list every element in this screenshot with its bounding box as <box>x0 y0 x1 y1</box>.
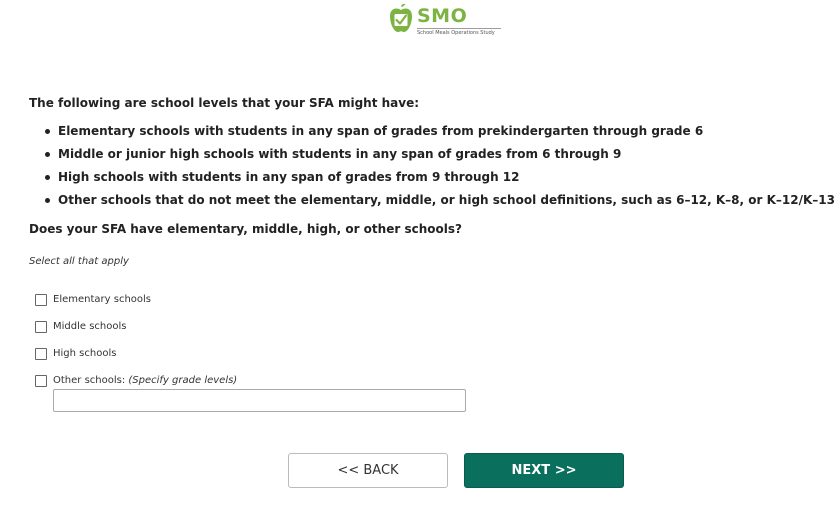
other-specify-hint: (Specify grade levels) <box>128 375 238 386</box>
question-text: Does your SFA have elementary, middle, high, or other schools? <box>29 222 462 236</box>
smo-logo <box>388 3 501 39</box>
school-type-options <box>35 286 237 394</box>
other-grade-levels-input[interactable] <box>53 389 466 412</box>
intro-text: The following are school levels that your SFA might have: <box>29 96 420 110</box>
next-button[interactable]: NEXT >> <box>464 453 624 488</box>
school-levels-list <box>28 123 835 215</box>
apple-checkmark-icon <box>388 3 414 35</box>
high-label[interactable]: High schools <box>53 348 117 359</box>
list-item: High schools with students in any span of grades from 9 through 12 <box>28 169 835 192</box>
option-high[interactable] <box>35 340 237 367</box>
middle-label[interactable]: Middle schools <box>53 321 127 332</box>
option-elementary[interactable] <box>35 286 237 313</box>
list-item: Other schools that do not meet the elementary, middle, or high school definitions, such as 6–12, K–8, or K–12/K–13 <box>28 192 835 215</box>
other-checkbox[interactable] <box>35 375 47 387</box>
list-item: Middle or junior high schools with students in any span of grades from 6 through 9 <box>28 146 835 169</box>
middle-checkbox[interactable] <box>35 321 47 333</box>
logo-title: SMO <box>417 5 468 27</box>
instruction-text: Select all that apply <box>29 256 129 267</box>
logo-subtitle: School Meals Operations Study <box>417 30 495 36</box>
option-middle[interactable] <box>35 313 237 340</box>
high-checkbox[interactable] <box>35 348 47 360</box>
elementary-label[interactable]: Elementary schools <box>53 294 152 305</box>
back-button[interactable]: << BACK <box>288 453 448 488</box>
list-item: Elementary schools with students in any span of grades from prekindergarten through grade 6 <box>28 123 835 146</box>
logo-divider <box>417 28 501 29</box>
other-label[interactable]: Other schools: <box>53 375 126 386</box>
elementary-checkbox[interactable] <box>35 294 47 306</box>
